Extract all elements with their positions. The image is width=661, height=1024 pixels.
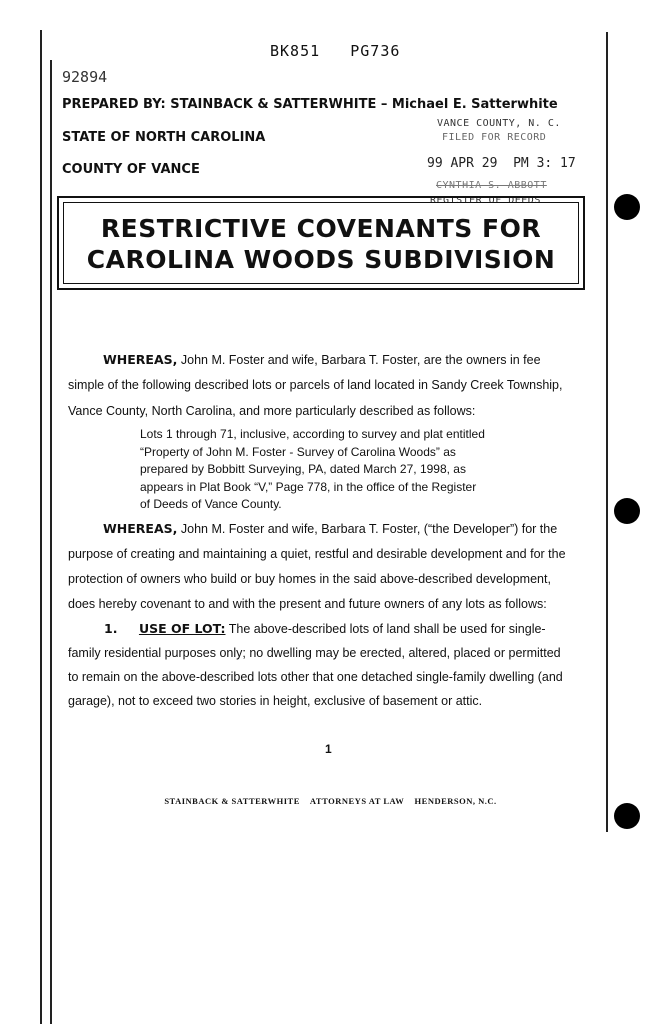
whereas-2-lead: WHEREAS, — [103, 521, 178, 536]
title-line-2: CAROLINA WOODS SUBDIVISION — [86, 245, 556, 274]
prepared-by-line: PREPARED BY: STAINBACK & SATTERWHITE – Michael E. Satterwhite — [62, 97, 558, 112]
title-line-1: RESTRICTIVE COVENANTS FOR — [100, 214, 542, 243]
whereas-1-line-2: simple of the following described lots or parcels of land located in Sandy Creek Township, — [68, 378, 563, 392]
state-line: STATE OF NORTH CAROLINA — [62, 130, 266, 145]
lot-description-line: “Property of John M. Foster - Survey of Carolina Woods” as — [140, 444, 456, 459]
stamp-filed: FILED FOR RECORD — [442, 132, 547, 143]
stamp-clerk-title: REGISTER OF DEEDS — [430, 195, 541, 206]
lot-description — [140, 426, 520, 514]
section-1-line-1 — [104, 621, 624, 636]
left-margin-line — [40, 30, 42, 1024]
section-1-number: 1. — [104, 621, 118, 636]
county-line: COUNTY OF VANCE — [62, 162, 200, 177]
whereas-2-line-1 — [103, 521, 623, 536]
document-number: 92894 — [62, 68, 108, 86]
whereas-2-line-3: protection of owners who build or buy homes in the said above-described development, — [68, 572, 551, 586]
lot-description-line: appears in Plat Book “V,” Page 778, in the office of the Register — [140, 479, 477, 494]
whereas-2-line-1-text: John M. Foster and wife, Barbara T. Foster, (“the Developer”) for the — [177, 522, 558, 536]
section-1-line-1-text: The above-described lots of land shall be used for single- — [225, 622, 546, 636]
page-number: 1 — [325, 742, 332, 756]
section-1-heading: USE OF LOT: — [138, 621, 226, 636]
footer-firm-line: STAINBACK & SATTERWHITE ATTORNEYS AT LAW HENDERSON, N.C. — [164, 796, 497, 806]
title-box — [57, 196, 585, 290]
whereas-1-line-3: Vance County, North Carolina, and more particularly described as follows: — [68, 404, 476, 418]
lot-description-line: of Deeds of Vance County. — [140, 497, 282, 511]
left-inner-margin-line — [50, 60, 52, 1024]
whereas-1-lead: WHEREAS, — [103, 352, 178, 367]
whereas-2-line-4: does hereby covenant to and with the present and future owners of any lots as follows: — [68, 597, 547, 611]
book-page-stamp: BK851 PG736 — [270, 42, 401, 60]
section-1-line-3: to remain on the above-described lots other that one detached single-family dwelling (and — [68, 670, 563, 684]
whereas-2-line-2: purpose of creating and maintaining a quiet, restful and desirable development and for the — [68, 547, 566, 561]
section-1-line-4: garage), not to exceed two stories in height, exclusive of basement or attic. — [68, 694, 483, 708]
stamp-date: 99 APR 29 PM 3: 17 — [427, 156, 576, 171]
stamp-clerk-name: CYNTHIA S. ABBOTT — [436, 180, 547, 191]
lot-description-line: prepared by Bobbitt Surveying, PA, dated March 27, 1998, as — [140, 462, 466, 476]
punch-hole-top — [614, 194, 640, 220]
whereas-1-line-1 — [103, 352, 623, 367]
right-margin-line — [606, 32, 608, 832]
section-1-line-2: family residential purposes only; no dwelling may be erected, altered, placed or permitted — [68, 646, 561, 660]
whereas-1-line-1-text: John M. Foster and wife, Barbara T. Foster, are the owners in fee — [177, 353, 541, 367]
lot-description-line: Lots 1 through 71, inclusive, according to survey and plat entitled — [140, 427, 485, 441]
stamp-county: VANCE COUNTY, N. C. — [437, 118, 561, 129]
punch-hole-bottom — [614, 803, 640, 829]
